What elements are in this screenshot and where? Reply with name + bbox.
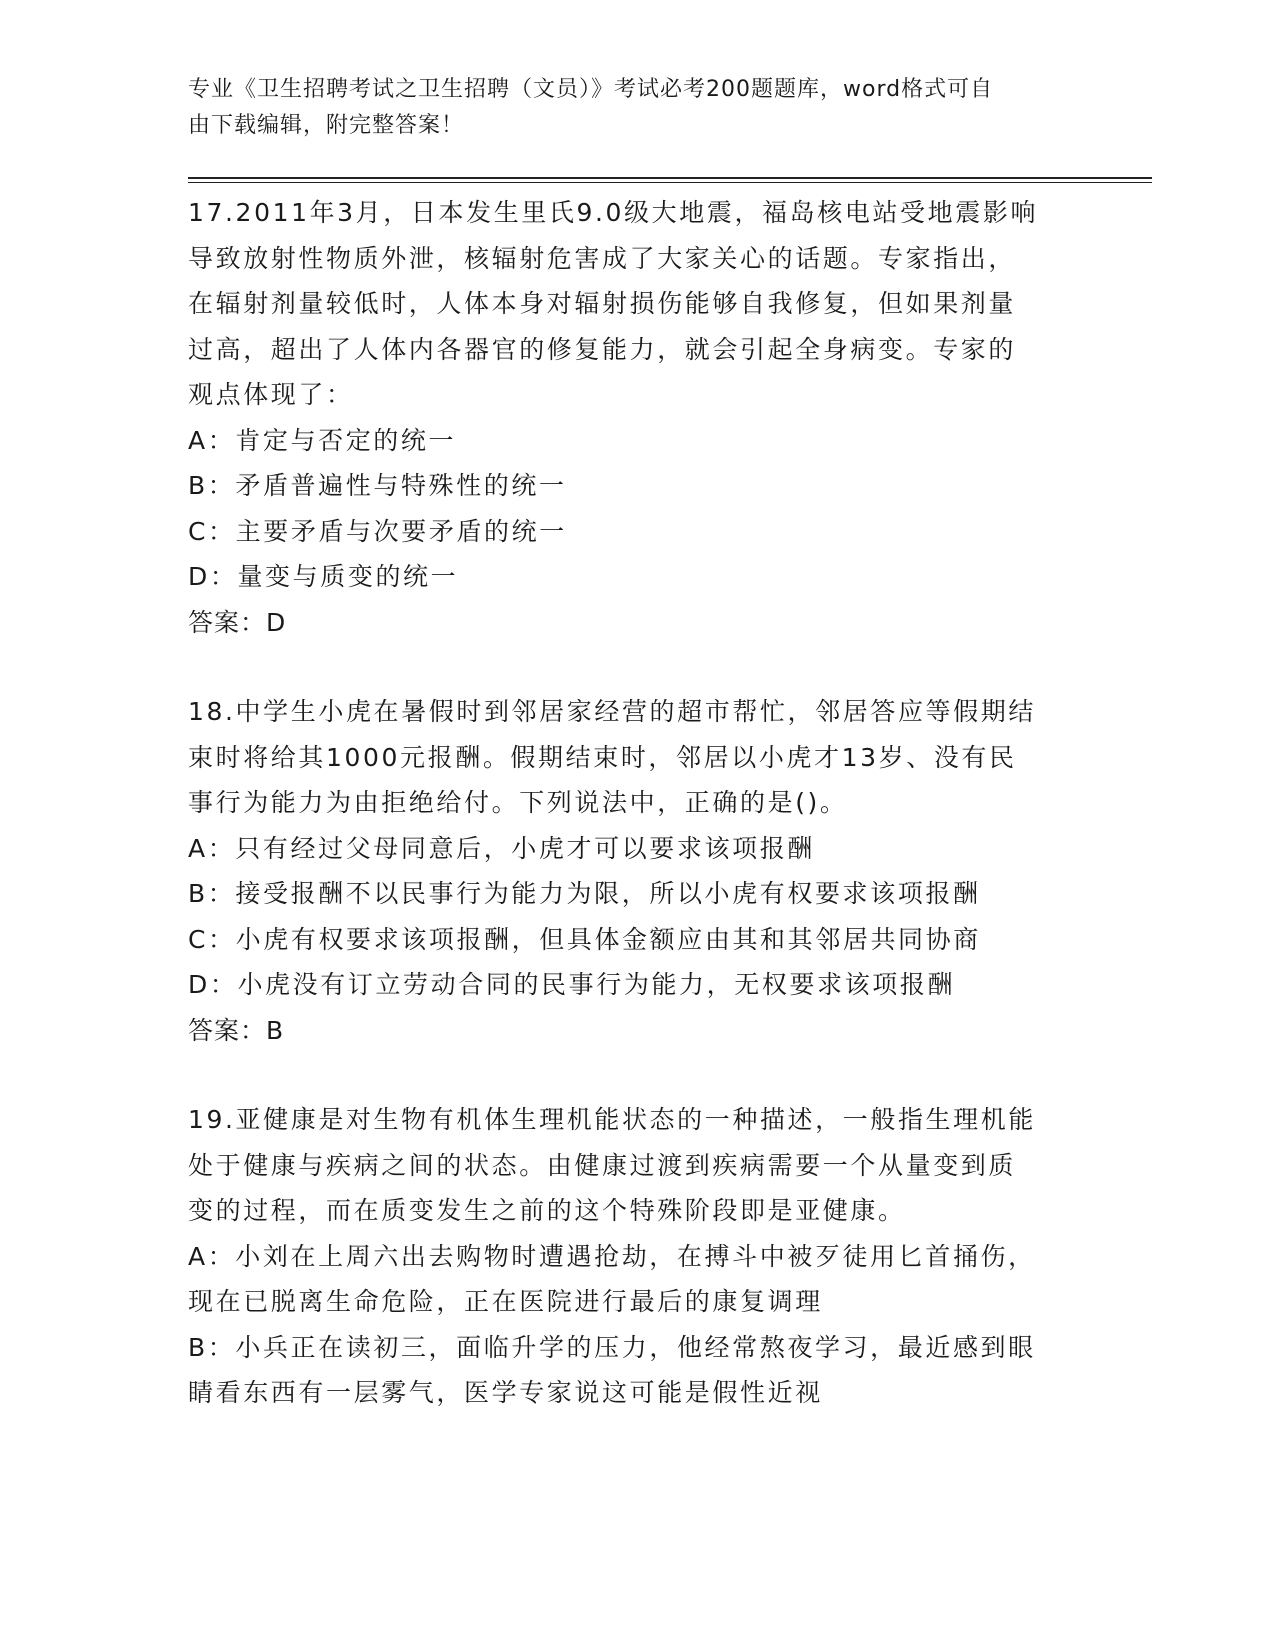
question-text-line: 变的过程，而在质变发生之前的这个特殊阶段即是亚健康。 — [188, 1196, 906, 1225]
question-text-line: 17.2011年3月，日本发生里氏9.0级大地震，福岛核电站受地震影响 — [188, 198, 1039, 227]
question-18 — [188, 689, 1088, 1053]
question-text-line: 处于健康与疾病之间的状态。由健康过渡到疾病需要一个从量变到质 — [188, 1150, 1017, 1180]
question-text-line: 19.亚健康是对生物有机体生理机能状态的一种描述，一般指生理机能 — [188, 1105, 1036, 1134]
option-c: C：主要矛盾与次要矛盾的统一 — [188, 516, 567, 546]
question-text-line: 事行为能力为由拒绝给付。下列说法中，正确的是()。 — [188, 788, 848, 817]
document-header — [188, 72, 1068, 144]
option-a: A：肯定与否定的统一 — [188, 425, 457, 455]
question-text-line: 观点体现了： — [188, 380, 354, 409]
question-17 — [188, 190, 1088, 645]
option-a-continued: 现在已脱离生命危险，正在医院进行最后的康复调理 — [188, 1287, 823, 1316]
question-text-line: 过高，超出了人体内各器官的修复能力，就会引起全身病变。专家的 — [188, 334, 1017, 364]
option-a: A：只有经过父母同意后，小虎才可以要求该项报酬 — [188, 833, 815, 863]
option-d: D：小虎没有订立劳动合同的民事行为能力，无权要求该项报酬 — [188, 970, 956, 999]
question-text-line: 18.中学生小虎在暑假时到邻居家经营的超市帮忙，邻居答应等假期结 — [188, 697, 1036, 726]
answer-line: 答案：B — [188, 1015, 285, 1045]
header-line-1: 专业《卫生招聘考试之卫生招聘（文员）》考试必考200题题库，word格式可自 — [188, 77, 994, 102]
header-divider-thin — [188, 182, 1152, 183]
answer-line: 答案：D — [188, 607, 287, 637]
question-text-line: 在辐射剂量较低时，人体本身对辐射损伤能够自我修复，但如果剂量 — [188, 289, 1017, 318]
option-d: D：量变与质变的统一 — [188, 562, 459, 591]
question-19 — [188, 1097, 1088, 1416]
option-b: B：小兵正在读初三，面临升学的压力，他经常熬夜学习，最近感到眼 — [188, 1332, 1036, 1362]
header-line-2: 由下载编辑，附完整答案！ — [188, 113, 465, 138]
header-divider-thick — [188, 177, 1152, 179]
option-b-continued: 睛看东西有一层雾气，医学专家说这可能是假性近视 — [188, 1378, 823, 1407]
option-b: B：接受报酬不以民事行为能力为限，所以小虎有权要求该项报酬 — [188, 879, 981, 908]
question-text-line: 导致放射性物质外泄，核辐射危害成了大家关心的话题。专家指出， — [188, 243, 1017, 273]
option-c: C：小虎有权要求该项报酬，但具体金额应由其和其邻居共同协商 — [188, 924, 981, 954]
question-text-line: 束时将给其1000元报酬。假期结束时，邻居以小虎才13岁、没有民 — [188, 742, 1017, 772]
option-b: B：矛盾普遍性与特殊性的统一 — [188, 471, 567, 500]
option-a: A：小刘在上周六出去购物时遭遇抢劫，在搏斗中被歹徒用匕首捅伤， — [188, 1241, 1036, 1271]
